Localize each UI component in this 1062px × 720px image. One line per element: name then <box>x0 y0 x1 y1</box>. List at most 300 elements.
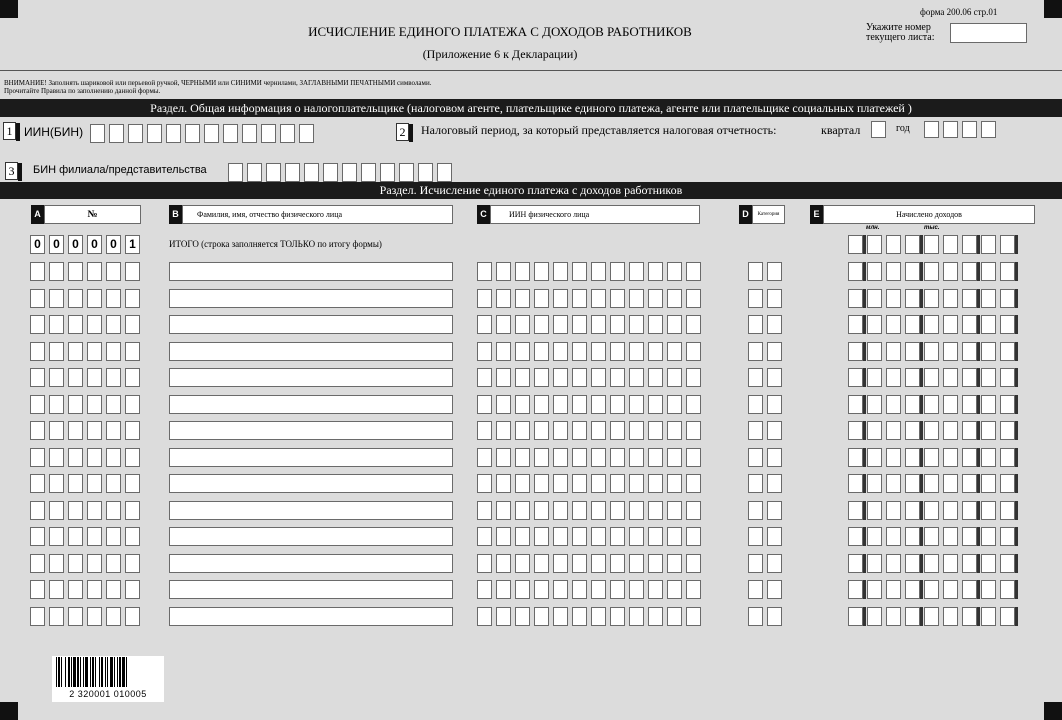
year-digit-box[interactable] <box>962 121 977 138</box>
income-digit-box[interactable] <box>905 554 920 573</box>
branch-bin-digit-box[interactable] <box>437 163 452 182</box>
row-number-digit-box[interactable] <box>125 368 140 387</box>
category-digit-box[interactable] <box>748 448 763 467</box>
row-number-digit-box[interactable] <box>49 262 64 281</box>
row-number-digit-box[interactable] <box>87 395 102 414</box>
iin-digit-box[interactable] <box>629 289 644 308</box>
row-number-digit-box[interactable] <box>68 315 83 334</box>
iin-digit-box[interactable] <box>534 421 549 440</box>
income-digit-box[interactable] <box>886 342 901 361</box>
iin-digit-box[interactable] <box>610 554 625 573</box>
row-number-digit-box[interactable] <box>87 342 102 361</box>
income-digit-box[interactable] <box>943 342 958 361</box>
income-digit-box[interactable] <box>981 368 996 387</box>
income-digit-box[interactable] <box>886 315 901 334</box>
income-digit-box[interactable] <box>981 580 996 599</box>
iin-digit-box[interactable] <box>572 289 587 308</box>
row-number-digit-box[interactable] <box>125 474 140 493</box>
iin-digit-box[interactable] <box>591 395 606 414</box>
iin-digit-box[interactable] <box>534 395 549 414</box>
category-digit-box[interactable] <box>767 421 782 440</box>
category-digit-box[interactable] <box>748 421 763 440</box>
income-digit-box[interactable] <box>905 421 920 440</box>
row-number-digit-box[interactable] <box>106 448 121 467</box>
row-number-digit-box[interactable] <box>87 289 102 308</box>
iin-digit-box[interactable] <box>534 501 549 520</box>
row-number-digit-box[interactable] <box>106 580 121 599</box>
iin-digit-box[interactable] <box>280 124 295 143</box>
iin-digit-box[interactable] <box>686 501 701 520</box>
iin-digit-box[interactable] <box>591 262 606 281</box>
income-digit-box[interactable] <box>1000 607 1015 626</box>
row-number-digit-box[interactable] <box>106 289 121 308</box>
category-digit-box[interactable] <box>767 501 782 520</box>
income-digit-box[interactable] <box>981 474 996 493</box>
iin-digit-box[interactable] <box>610 342 625 361</box>
income-digit-box[interactable] <box>924 235 939 254</box>
income-digit-box[interactable] <box>962 580 977 599</box>
income-digit-box[interactable] <box>981 342 996 361</box>
iin-digit-box[interactable] <box>686 554 701 573</box>
branch-bin-digit-box[interactable] <box>323 163 338 182</box>
income-digit-box[interactable] <box>848 342 863 361</box>
income-digit-box[interactable] <box>943 607 958 626</box>
iin-digit-box[interactable] <box>667 262 682 281</box>
row-number-digit-box[interactable] <box>30 501 45 520</box>
category-digit-box[interactable] <box>767 315 782 334</box>
row-number-digit-box[interactable] <box>87 315 102 334</box>
row-number-digit-box[interactable] <box>87 262 102 281</box>
iin-digit-box[interactable] <box>686 421 701 440</box>
iin-digit-box[interactable] <box>629 395 644 414</box>
iin-digit-box[interactable] <box>534 342 549 361</box>
income-digit-box[interactable] <box>886 289 901 308</box>
iin-digit-box[interactable] <box>610 474 625 493</box>
category-digit-box[interactable] <box>767 395 782 414</box>
income-digit-box[interactable] <box>962 474 977 493</box>
income-digit-box[interactable] <box>905 315 920 334</box>
iin-digit-box[interactable] <box>553 474 568 493</box>
row-number-digit-box[interactable] <box>87 421 102 440</box>
iin-digit-box[interactable] <box>591 554 606 573</box>
income-digit-box[interactable] <box>867 501 882 520</box>
full-name-input[interactable] <box>169 315 453 334</box>
iin-digit-box[interactable] <box>572 501 587 520</box>
category-digit-box[interactable] <box>748 315 763 334</box>
iin-digit-box[interactable] <box>648 395 663 414</box>
iin-digit-box[interactable] <box>610 448 625 467</box>
income-digit-box[interactable] <box>981 448 996 467</box>
iin-digit-box[interactable] <box>553 580 568 599</box>
iin-digit-box[interactable] <box>477 395 492 414</box>
row-number-digit-box[interactable] <box>30 395 45 414</box>
branch-bin-digit-box[interactable] <box>266 163 281 182</box>
branch-bin-digit-box[interactable] <box>304 163 319 182</box>
income-digit-box[interactable] <box>981 527 996 546</box>
iin-digit-box[interactable] <box>223 124 238 143</box>
iin-digit-box[interactable] <box>591 342 606 361</box>
row-number-digit-box[interactable] <box>49 395 64 414</box>
row-number-digit-box[interactable] <box>49 607 64 626</box>
iin-digit-box[interactable] <box>553 395 568 414</box>
category-digit-box[interactable] <box>748 607 763 626</box>
income-digit-box[interactable] <box>962 235 977 254</box>
row-number-digit-box[interactable] <box>30 580 45 599</box>
iin-digit-box[interactable] <box>648 607 663 626</box>
iin-digit-box[interactable] <box>648 448 663 467</box>
iin-digit-box[interactable] <box>667 448 682 467</box>
category-digit-box[interactable] <box>767 580 782 599</box>
full-name-input[interactable] <box>169 501 453 520</box>
income-digit-box[interactable] <box>848 607 863 626</box>
iin-digit-box[interactable] <box>496 395 511 414</box>
category-digit-box[interactable] <box>767 474 782 493</box>
iin-digit-box[interactable] <box>515 474 530 493</box>
row-number-digit-box[interactable] <box>30 554 45 573</box>
iin-digit-box[interactable] <box>686 580 701 599</box>
iin-digit-box[interactable] <box>299 124 314 143</box>
iin-digit-box[interactable] <box>629 421 644 440</box>
income-digit-box[interactable] <box>905 474 920 493</box>
row-number-digit-box[interactable] <box>106 607 121 626</box>
row-number-digit-box[interactable] <box>49 448 64 467</box>
row-number-digit-box[interactable] <box>68 448 83 467</box>
income-digit-box[interactable] <box>943 262 958 281</box>
row-number-digit-box[interactable] <box>125 607 140 626</box>
iin-digit-box[interactable] <box>572 580 587 599</box>
row-number-digit-box[interactable] <box>87 607 102 626</box>
income-digit-box[interactable] <box>924 342 939 361</box>
full-name-input[interactable] <box>169 580 453 599</box>
iin-digit-box[interactable] <box>610 527 625 546</box>
iin-digit-box[interactable] <box>591 448 606 467</box>
iin-digit-box[interactable] <box>477 368 492 387</box>
income-digit-box[interactable] <box>962 315 977 334</box>
iin-digit-box[interactable] <box>515 368 530 387</box>
income-digit-box[interactable] <box>848 235 863 254</box>
full-name-input[interactable] <box>169 421 453 440</box>
income-digit-box[interactable] <box>886 501 901 520</box>
income-digit-box[interactable] <box>905 235 920 254</box>
iin-digit-box[interactable] <box>534 580 549 599</box>
iin-digit-box[interactable] <box>629 527 644 546</box>
income-digit-box[interactable] <box>981 501 996 520</box>
iin-digit-box[interactable] <box>572 421 587 440</box>
row-number-digit-box[interactable] <box>87 580 102 599</box>
income-digit-box[interactable] <box>943 235 958 254</box>
iin-digit-box[interactable] <box>610 262 625 281</box>
iin-digit-box[interactable] <box>629 580 644 599</box>
iin-digit-box[interactable] <box>667 527 682 546</box>
branch-bin-digit-box[interactable] <box>228 163 243 182</box>
iin-digit-box[interactable] <box>667 554 682 573</box>
income-digit-box[interactable] <box>943 580 958 599</box>
income-digit-box[interactable] <box>848 448 863 467</box>
income-digit-box[interactable] <box>848 474 863 493</box>
iin-digit-box[interactable] <box>534 368 549 387</box>
income-digit-box[interactable] <box>924 474 939 493</box>
income-digit-box[interactable] <box>924 262 939 281</box>
income-digit-box[interactable] <box>867 474 882 493</box>
row-number-digit-box[interactable] <box>125 315 140 334</box>
income-digit-box[interactable] <box>848 554 863 573</box>
row-number-digit-box[interactable] <box>30 421 45 440</box>
iin-digit-box[interactable] <box>477 554 492 573</box>
income-digit-box[interactable] <box>981 315 996 334</box>
row-number-digit-box[interactable] <box>49 342 64 361</box>
iin-digit-box[interactable] <box>610 315 625 334</box>
income-digit-box[interactable] <box>867 554 882 573</box>
iin-digit-box[interactable] <box>686 262 701 281</box>
iin-digit-box[interactable] <box>648 315 663 334</box>
iin-digit-box[interactable] <box>648 262 663 281</box>
income-digit-box[interactable] <box>924 289 939 308</box>
iin-digit-box[interactable] <box>515 554 530 573</box>
full-name-input[interactable] <box>169 368 453 387</box>
iin-digit-box[interactable] <box>648 474 663 493</box>
income-digit-box[interactable] <box>981 235 996 254</box>
iin-digit-box[interactable] <box>667 342 682 361</box>
income-digit-box[interactable] <box>848 527 863 546</box>
income-digit-box[interactable] <box>886 448 901 467</box>
row-number-digit-box[interactable] <box>106 474 121 493</box>
full-name-input[interactable] <box>169 448 453 467</box>
row-number-digit-box[interactable] <box>30 342 45 361</box>
iin-digit-box[interactable] <box>477 607 492 626</box>
income-digit-box[interactable] <box>924 448 939 467</box>
branch-bin-digit-box[interactable] <box>399 163 414 182</box>
income-digit-box[interactable] <box>1000 527 1015 546</box>
income-digit-box[interactable] <box>962 289 977 308</box>
row-number-digit-box[interactable] <box>87 554 102 573</box>
income-digit-box[interactable] <box>886 607 901 626</box>
row-number-digit-box[interactable] <box>30 474 45 493</box>
year-digit-box[interactable] <box>924 121 939 138</box>
income-digit-box[interactable] <box>924 368 939 387</box>
iin-digit-box[interactable] <box>686 474 701 493</box>
iin-digit-box[interactable] <box>629 368 644 387</box>
iin-digit-box[interactable] <box>496 289 511 308</box>
branch-bin-digit-box[interactable] <box>380 163 395 182</box>
iin-digit-box[interactable] <box>667 289 682 308</box>
iin-digit-box[interactable] <box>629 607 644 626</box>
iin-digit-box[interactable] <box>477 421 492 440</box>
iin-digit-box[interactable] <box>515 289 530 308</box>
income-digit-box[interactable] <box>943 527 958 546</box>
row-number-digit-box[interactable] <box>30 607 45 626</box>
iin-digit-box[interactable] <box>572 262 587 281</box>
row-number-digit-box[interactable] <box>68 262 83 281</box>
iin-digit-box[interactable] <box>477 501 492 520</box>
iin-digit-box[interactable] <box>553 289 568 308</box>
iin-digit-box[interactable] <box>553 554 568 573</box>
iin-digit-box[interactable] <box>667 474 682 493</box>
iin-digit-box[interactable] <box>515 262 530 281</box>
iin-digit-box[interactable] <box>667 501 682 520</box>
iin-digit-box[interactable] <box>591 501 606 520</box>
iin-digit-box[interactable] <box>610 501 625 520</box>
category-digit-box[interactable] <box>748 527 763 546</box>
iin-digit-box[interactable] <box>686 527 701 546</box>
branch-bin-digit-box[interactable] <box>247 163 262 182</box>
iin-digit-box[interactable] <box>686 395 701 414</box>
income-digit-box[interactable] <box>848 395 863 414</box>
row-number-digit-box[interactable] <box>68 395 83 414</box>
iin-digit-box[interactable] <box>515 421 530 440</box>
income-digit-box[interactable] <box>943 474 958 493</box>
iin-digit-box[interactable] <box>572 395 587 414</box>
iin-digit-box[interactable] <box>629 342 644 361</box>
iin-digit-box[interactable] <box>553 315 568 334</box>
income-digit-box[interactable] <box>867 527 882 546</box>
iin-digit-box[interactable] <box>591 289 606 308</box>
income-digit-box[interactable] <box>924 554 939 573</box>
iin-digit-box[interactable] <box>686 342 701 361</box>
iin-digit-box[interactable] <box>534 315 549 334</box>
iin-digit-box[interactable] <box>648 554 663 573</box>
income-digit-box[interactable] <box>1000 315 1015 334</box>
income-digit-box[interactable] <box>848 262 863 281</box>
income-digit-box[interactable] <box>943 395 958 414</box>
full-name-input[interactable] <box>169 395 453 414</box>
income-digit-box[interactable] <box>886 395 901 414</box>
income-digit-box[interactable] <box>962 527 977 546</box>
category-digit-box[interactable] <box>748 501 763 520</box>
income-digit-box[interactable] <box>981 289 996 308</box>
iin-digit-box[interactable] <box>515 580 530 599</box>
income-digit-box[interactable] <box>924 607 939 626</box>
iin-digit-box[interactable] <box>686 368 701 387</box>
iin-digit-box[interactable] <box>686 607 701 626</box>
full-name-input[interactable] <box>169 474 453 493</box>
income-digit-box[interactable] <box>905 527 920 546</box>
income-digit-box[interactable] <box>943 501 958 520</box>
iin-digit-box[interactable] <box>648 368 663 387</box>
iin-digit-box[interactable] <box>534 474 549 493</box>
row-number-digit-box[interactable] <box>68 421 83 440</box>
row-number-digit-box[interactable] <box>106 421 121 440</box>
income-digit-box[interactable] <box>924 527 939 546</box>
iin-digit-box[interactable] <box>496 527 511 546</box>
iin-digit-box[interactable] <box>572 554 587 573</box>
income-digit-box[interactable] <box>886 474 901 493</box>
category-digit-box[interactable] <box>748 368 763 387</box>
iin-digit-box[interactable] <box>534 289 549 308</box>
income-digit-box[interactable] <box>848 501 863 520</box>
iin-digit-box[interactable] <box>477 448 492 467</box>
category-digit-box[interactable] <box>767 607 782 626</box>
iin-digit-box[interactable] <box>477 580 492 599</box>
row-number-digit-box[interactable] <box>49 421 64 440</box>
income-digit-box[interactable] <box>886 235 901 254</box>
income-digit-box[interactable] <box>1000 289 1015 308</box>
iin-digit-box[interactable] <box>534 262 549 281</box>
row-number-digit-box[interactable] <box>125 580 140 599</box>
iin-digit-box[interactable] <box>534 607 549 626</box>
row-number-digit-box[interactable] <box>87 501 102 520</box>
income-digit-box[interactable] <box>1000 395 1015 414</box>
row-number-digit-box[interactable] <box>68 289 83 308</box>
row-number-digit-box[interactable] <box>30 448 45 467</box>
row-number-digit-box[interactable] <box>106 368 121 387</box>
row-number-digit-box[interactable] <box>125 289 140 308</box>
row-number-digit-box[interactable] <box>30 262 45 281</box>
income-digit-box[interactable] <box>962 554 977 573</box>
iin-digit-box[interactable] <box>591 527 606 546</box>
income-digit-box[interactable] <box>943 289 958 308</box>
iin-digit-box[interactable] <box>204 124 219 143</box>
iin-digit-box[interactable] <box>667 580 682 599</box>
category-digit-box[interactable] <box>748 554 763 573</box>
iin-digit-box[interactable] <box>534 527 549 546</box>
income-digit-box[interactable] <box>905 501 920 520</box>
iin-digit-box[interactable] <box>496 554 511 573</box>
income-digit-box[interactable] <box>924 421 939 440</box>
income-digit-box[interactable] <box>867 607 882 626</box>
income-digit-box[interactable] <box>1000 554 1015 573</box>
income-digit-box[interactable] <box>1000 501 1015 520</box>
row-number-digit-box[interactable] <box>30 368 45 387</box>
income-digit-box[interactable] <box>962 501 977 520</box>
iin-digit-box[interactable] <box>591 315 606 334</box>
row-number-digit-box[interactable] <box>49 527 64 546</box>
income-digit-box[interactable] <box>962 607 977 626</box>
iin-digit-box[interactable] <box>686 315 701 334</box>
iin-digit-box[interactable] <box>648 501 663 520</box>
iin-digit-box[interactable] <box>629 554 644 573</box>
income-digit-box[interactable] <box>924 395 939 414</box>
iin-digit-box[interactable] <box>667 607 682 626</box>
income-digit-box[interactable] <box>981 262 996 281</box>
income-digit-box[interactable] <box>867 235 882 254</box>
iin-digit-box[interactable] <box>553 501 568 520</box>
row-number-digit-box[interactable] <box>125 554 140 573</box>
iin-digit-box[interactable] <box>648 580 663 599</box>
iin-digit-box[interactable] <box>610 580 625 599</box>
iin-digit-box[interactable] <box>572 342 587 361</box>
category-digit-box[interactable] <box>767 527 782 546</box>
sheet-number-input[interactable] <box>950 23 1027 43</box>
iin-digit-box[interactable] <box>629 474 644 493</box>
iin-digit-box[interactable] <box>515 342 530 361</box>
income-digit-box[interactable] <box>867 395 882 414</box>
income-digit-box[interactable] <box>981 554 996 573</box>
income-digit-box[interactable] <box>981 421 996 440</box>
income-digit-box[interactable] <box>943 421 958 440</box>
income-digit-box[interactable] <box>924 580 939 599</box>
iin-digit-box[interactable] <box>591 607 606 626</box>
iin-digit-box[interactable] <box>572 368 587 387</box>
iin-digit-box[interactable] <box>242 124 257 143</box>
iin-digit-box[interactable] <box>629 262 644 281</box>
quarter-box[interactable] <box>871 121 886 138</box>
iin-digit-box[interactable] <box>496 474 511 493</box>
income-digit-box[interactable] <box>1000 235 1015 254</box>
iin-digit-box[interactable] <box>147 124 162 143</box>
row-number-digit-box[interactable] <box>49 501 64 520</box>
income-digit-box[interactable] <box>981 607 996 626</box>
iin-digit-box[interactable] <box>667 315 682 334</box>
category-digit-box[interactable] <box>748 289 763 308</box>
income-digit-box[interactable] <box>867 315 882 334</box>
iin-digit-box[interactable] <box>515 501 530 520</box>
iin-digit-box[interactable] <box>629 315 644 334</box>
income-digit-box[interactable] <box>1000 262 1015 281</box>
row-number-digit-box[interactable] <box>68 501 83 520</box>
iin-digit-box[interactable] <box>572 474 587 493</box>
full-name-input[interactable] <box>169 554 453 573</box>
iin-digit-box[interactable] <box>648 342 663 361</box>
